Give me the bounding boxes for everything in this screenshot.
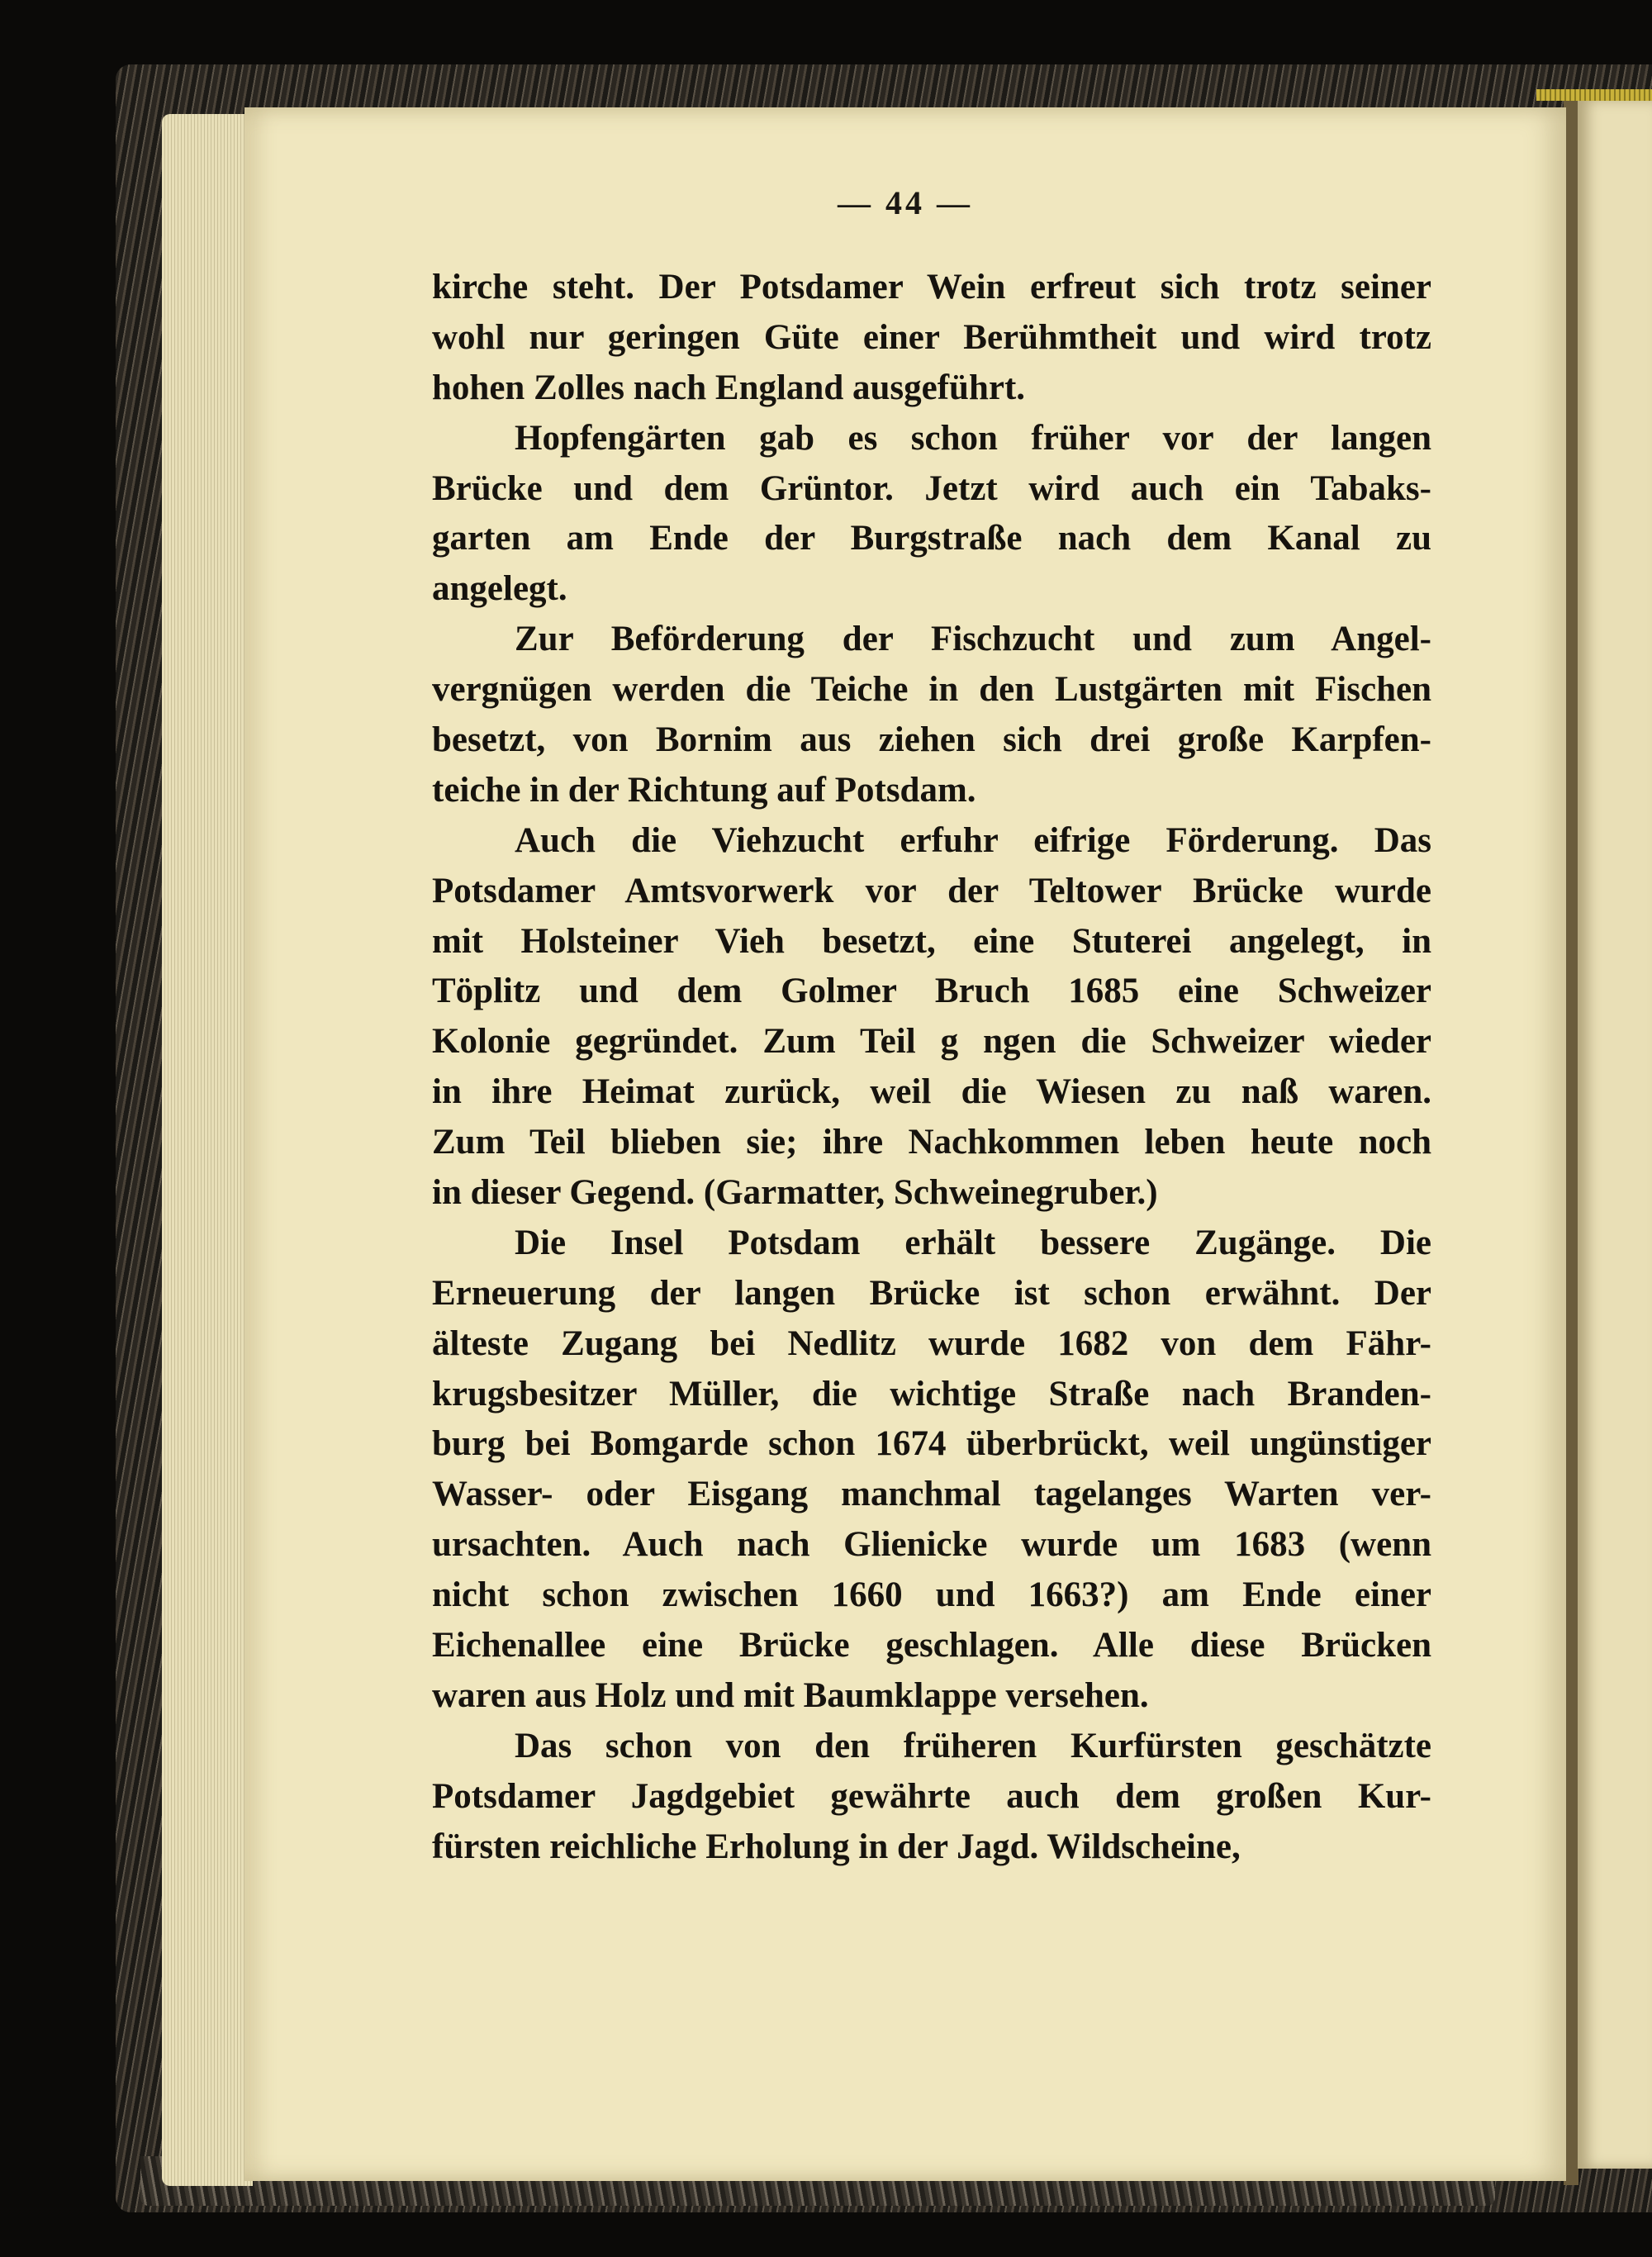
text-line: wohl nur geringen Güte einer Berühmtheit und wird trotz — [432, 317, 1431, 357]
text-line: Zur Beförderung der Fischzucht und zum Angel- — [515, 620, 1431, 659]
text-line: Brücke und dem Grüntor. Jetzt wird auch ein Tabaks- — [432, 468, 1431, 508]
text-line: Das schon von den früheren Kurfürsten geschätzte — [515, 1726, 1431, 1765]
text-line: teiche in der Richtung auf Potsdam. — [432, 770, 976, 810]
text-line: waren aus Holz und mit Baumklappe versehen. — [432, 1675, 1149, 1715]
text-line: Töplitz und dem Golmer Bruch 1685 eine Schweizer — [432, 972, 1431, 1011]
text-line: mit Holsteiner Vieh besetzt, eine Stuterei angelegt, in — [432, 921, 1431, 961]
bookmark-ribbon — [1536, 89, 1652, 101]
paragraph — [432, 1219, 1431, 1722]
text-line: Eichenallee eine Brücke geschlagen. Alle diese Brücken — [432, 1626, 1431, 1665]
text-line: nicht schon zwischen 1660 und 1663?) am Ende einer — [432, 1575, 1431, 1615]
text-line: in dieser Gegend. (Garmatter, Schweinegruber.) — [432, 1173, 1158, 1213]
text-line: Wasser- oder Eisgang manchmal tagelanges Warten ver- — [432, 1475, 1431, 1514]
paragraph — [432, 263, 1431, 414]
text-line: ursachten. Auch nach Glienicke wurde um 1683 (wenn — [432, 1525, 1431, 1565]
text-line: älteste Zugang bei Nedlitz wurde 1682 von dem Fähr- — [432, 1323, 1431, 1363]
body-text — [432, 263, 1431, 1873]
paragraph — [432, 816, 1431, 1219]
text-line: Hopfengärten gab es schon früher vor der langen — [515, 418, 1431, 458]
text-line: angelegt. — [432, 569, 567, 609]
paragraph — [432, 615, 1431, 816]
text-line: fürsten reichliche Erholung in der Jagd. Wildscheine, — [432, 1827, 1241, 1866]
text-line: garten am Ende der Burgstraße nach dem Kanal zu — [432, 519, 1431, 558]
page-edges — [162, 114, 253, 2186]
text-line: Kolonie gegründet. Zum Teil g ngen die Schweizer wieder — [432, 1022, 1431, 1062]
text-line: Potsdamer Jagdgebiet gewährte auch dem großen Kur- — [432, 1776, 1431, 1816]
text-line: Die Insel Potsdam erhält bessere Zugänge. Die — [515, 1223, 1431, 1262]
facing-page-edge — [1578, 99, 1652, 2169]
text-line: Erneuerung der langen Brücke ist schon erwähnt. Der — [432, 1273, 1431, 1313]
text-line: Auch die Viehzucht erfuhr eifrige Förderung. Das — [515, 820, 1431, 860]
text-line: hohen Zolles nach England ausgeführt. — [432, 368, 1026, 407]
page-number: — 44 — — [838, 184, 973, 221]
text-line: kirche steht. Der Potsdamer Wein erfreut sich trotz seiner — [432, 268, 1431, 306]
paragraph — [432, 414, 1431, 615]
text-line: in ihre Heimat zurück, weil die Wiesen zu naß waren. — [432, 1072, 1431, 1112]
text-line: burg bei Bomgarde schon 1674 überbrückt, weil ungünstiger — [432, 1424, 1431, 1464]
text-line: Potsdamer Amtsvorwerk vor der Teltower Brücke wurde — [432, 871, 1431, 910]
paragraph — [432, 1722, 1431, 1873]
text-line: besetzt, von Bornim aus ziehen sich drei große Karpfen- — [432, 720, 1431, 760]
text-line: Zum Teil blieben sie; ihre Nachkommen leben heute noch — [432, 1123, 1431, 1162]
text-line: vergnügen werden die Teiche in den Lustgärten mit Fischen — [432, 670, 1431, 710]
text-line: krugsbesitzer Müller, die wichtige Straße nach Branden- — [432, 1374, 1431, 1414]
